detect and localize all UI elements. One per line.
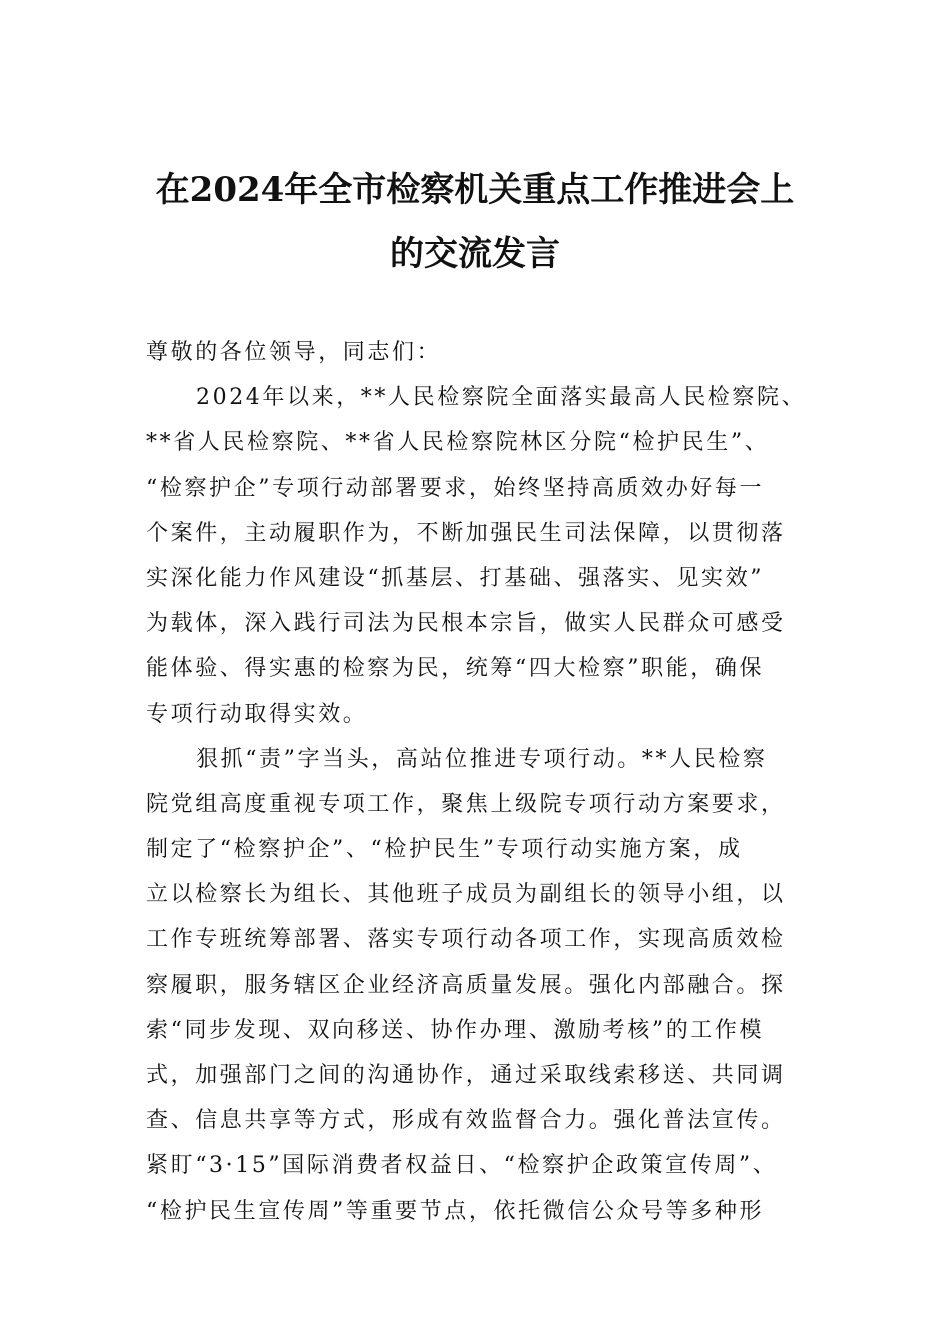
paragraph-line: “检察护企”专项行动部署要求，始终坚持高质效办好每一 (146, 475, 765, 501)
salutation: 尊敬的各位领导，同志们： (146, 340, 442, 365)
paragraph-line: 实深化能力作风建设“抓基层、打基础、强落实、见实效” (146, 565, 765, 591)
paragraph-2 (146, 737, 826, 1234)
paragraph-line: 2024年以来，**人民检察院全面落实最高人民检察院、 (196, 385, 807, 411)
paragraph-line: 专项行动取得实效。 (146, 701, 368, 727)
paragraph-line: 查、信息共享等方式，形成有效监督合力。强化普法宣传。 (146, 1108, 786, 1134)
paragraph-line: 为载体，深入践行司法为民根本宗旨，做实人民群众可感受 (146, 611, 786, 637)
paragraph-line: “检护民生宣传周”等重要节点，依托微信公众号等多种形 (146, 1198, 765, 1224)
paragraph-line: 工作专班统筹部署、落实专项行动各项工作，实现高质效检 (146, 927, 786, 953)
paragraph-line: 狠抓“责”字当头，高站位推进专项行动。**人民检察 (196, 746, 768, 772)
title-line-1: 在2024年全市检察机关重点工作推进会上 (155, 170, 795, 210)
paragraph-line: 个案件，主动履职作为，不断加强民生司法保障，以贯彻落 (146, 520, 786, 546)
paragraph-line: 立以检察长为组长、其他班子成员为副组长的领导小组，以 (146, 882, 786, 908)
paragraph-line: 院党组高度重视专项工作，聚焦上级院专项行动方案要求， (146, 791, 786, 817)
paragraph-line: 紧盯“3·15”国际消费者权益日、“检察护企政策宣传周”、 (146, 1153, 778, 1179)
paragraph-1 (146, 375, 826, 737)
title-line-2: 的交流发言 (390, 234, 560, 274)
paragraph-line: 察履职，服务辖区企业经济高质量发展。强化内部融合。探 (146, 972, 786, 998)
paragraph-line: 索“同步发现、双向移送、协作办理、激励考核”的工作模 (146, 1017, 765, 1043)
paragraph-line: 式，加强部门之间的沟通协作，通过采取线索移送、共同调 (146, 1063, 786, 1088)
document-body (146, 330, 826, 1234)
paragraph-line: 制定了“检察护企”、“检护民生”专项行动实施方案，成 (146, 837, 743, 863)
document-title (140, 158, 810, 286)
paragraph-line: **省人民检察院、**省人民检察院林区分院“检护民生”、 (146, 430, 770, 456)
paragraph-line: 能体验、得实惠的检察为民，统筹“四大检察”职能，确保 (146, 656, 765, 682)
